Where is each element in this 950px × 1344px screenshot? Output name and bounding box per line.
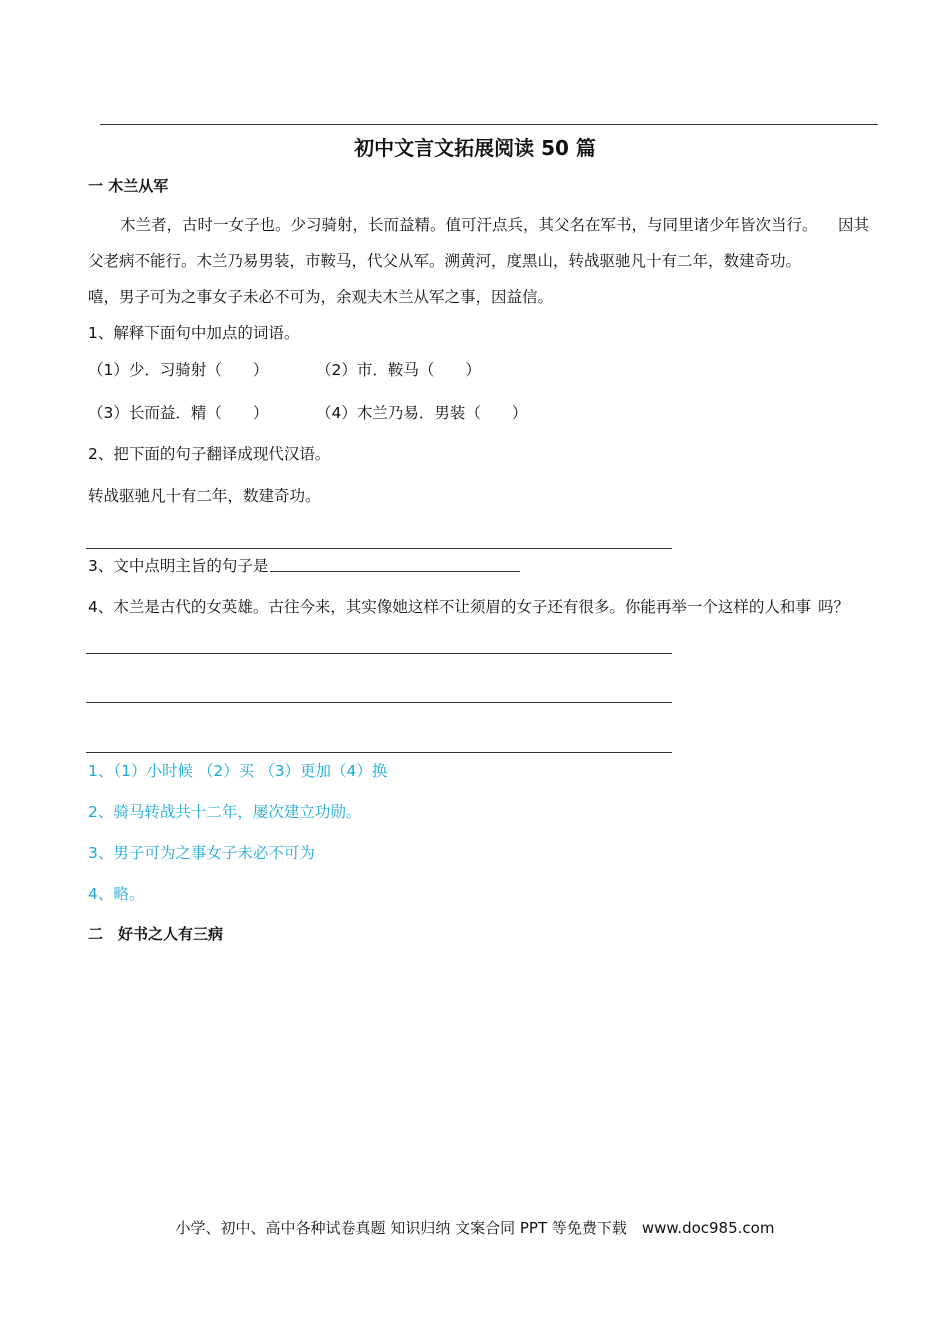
answer-4: 4、略。 [88, 885, 145, 903]
page-footer: 小学、初中、高中各种试卷真题 知识归纳 文案合同 PPT 等免费下载 www.doc985.com [175, 1219, 775, 1237]
section-heading: 一 木兰从军 [88, 177, 169, 195]
answer-line [86, 702, 672, 703]
question-4-tail: 吗？ [818, 598, 850, 616]
answer-line [270, 571, 520, 572]
passage-line: 木兰者，古时一女子也。少习骑射，长而益精。值可汗点兵，其父名在军书，与同里诸少年皆次当行。 [120, 216, 818, 234]
question-item: （3）长而益．精（ ） [88, 404, 269, 422]
question-3: 3、文中点明主旨的句子是 [88, 557, 269, 575]
answer-3: 3、男子可为之事女子未必不可为 [88, 844, 315, 862]
section-heading: 二 好书之人有三病 [88, 925, 224, 943]
passage-line-tail: 因其 [838, 216, 870, 234]
question-2: 2、把下面的句子翻译成现代汉语。 [88, 445, 331, 463]
page-title: 初中文言文拓展阅读 50 篇 [354, 136, 596, 160]
answer-line [86, 752, 672, 753]
answer-line [86, 548, 672, 549]
answer-2: 2、骑马转战共十二年，屡次建立功勋。 [88, 803, 362, 821]
question-1: 1、解释下面句中加点的词语。 [88, 324, 300, 342]
question-4: 4、木兰是古代的女英雄。古往今来，其实像她这样不让须眉的女子还有很多。你能再举一个这样的人和事 [88, 598, 811, 616]
answer-1: 1、（1）小时候 （2）买 （3）更加（4）换 [88, 762, 388, 780]
question-item: （2）市．鞍马（ ） [316, 361, 481, 379]
passage-line: 嘻，男子可为之事女子未必不可为，余观夫木兰从军之事，因益信。 [88, 288, 554, 306]
translate-sentence: 转战驱驰凡十有二年，数建奇功。 [88, 487, 321, 505]
question-item: （1）少．习骑射（ ） [88, 361, 269, 379]
header-rule [100, 124, 878, 125]
passage-line: 父老病不能行。木兰乃易男装，市鞍马，代父从军。溯黄河，度黑山，转战驱驰凡十有二年，数建奇功。 [88, 252, 802, 270]
question-item: （4）木兰乃易．男装（ ） [316, 404, 528, 422]
answer-line [86, 653, 672, 654]
